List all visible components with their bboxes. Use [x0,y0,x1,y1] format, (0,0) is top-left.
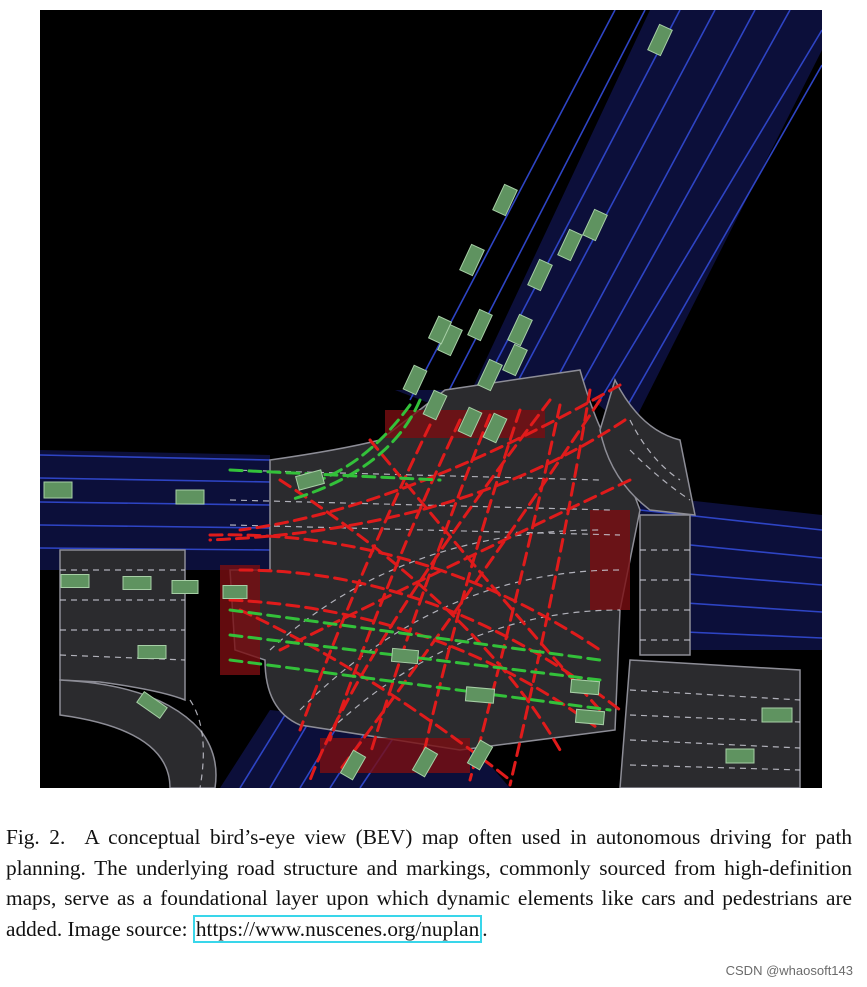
source-link[interactable]: https://www.nuscenes.org/nuplan [193,915,482,943]
crosswalk [590,510,630,610]
vehicle-box [465,687,494,703]
vehicle-box [570,679,599,694]
bev-map-canvas [40,10,822,788]
vehicle-box [762,708,792,722]
vehicle-box [138,646,166,659]
watermark: CSDN @whaosoft143 [725,963,853,978]
vehicle-box [44,482,72,498]
lane-band-ne [395,10,822,430]
vehicle-box [172,581,198,594]
vehicle-box [61,575,89,588]
caption-text: A conceptual bird’s-eye view (BEV) map often used in autonomous driving for path planning. The underlying road structure and markings, commonly sourced from high-definition maps, serve as a foundational layer upon which dynamic elements like cars and pedestrians are added. Image source: [6,825,853,941]
vehicle-box [460,244,485,275]
sw-road-block [60,550,185,700]
sw-curve-road [60,680,216,788]
caption-end: . [482,916,488,941]
vehicle-box [391,648,418,663]
vehicle-box [176,490,204,504]
vehicle-box [468,309,493,340]
bev-map-figure [40,10,822,788]
figure-caption [6,822,852,944]
vehicle-box [123,577,151,590]
vehicle-box [575,709,604,724]
vehicle-box [726,749,754,763]
east-island-road [640,515,690,655]
caption-label: Fig. 2. [6,825,66,849]
crosswalk [220,565,260,675]
vehicle-box [493,184,518,215]
vehicle-box [223,586,247,599]
